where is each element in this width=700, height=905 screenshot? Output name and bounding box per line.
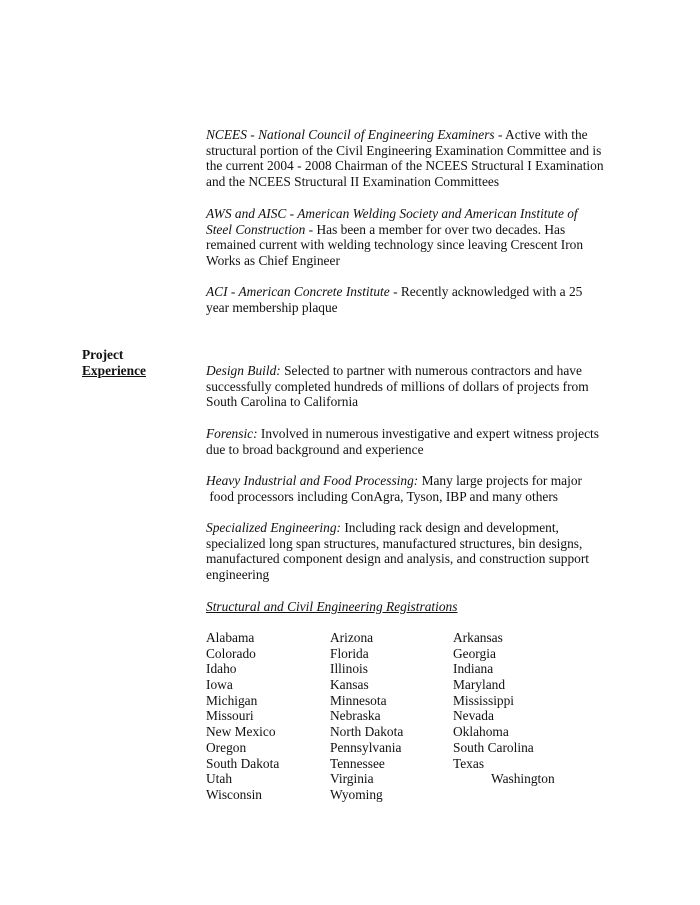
- heading-line1: Project: [82, 347, 124, 362]
- experience-line: South Carolina to California: [206, 394, 359, 410]
- state-name: Arizona: [330, 630, 374, 645]
- experience-design-build: [206, 363, 626, 410]
- org-aws-line: [206, 206, 626, 222]
- org-aci-line: ACI - American Concrete Institute - Recently acknowledged with a 25: [206, 284, 583, 299]
- experience-line: engineering: [206, 567, 270, 583]
- state-name: Maryland: [453, 677, 506, 693]
- state-name: Tennessee: [330, 755, 385, 771]
- state-name: Georgia: [453, 645, 496, 661]
- state-name: Iowa: [206, 677, 233, 693]
- org-name: AWS and AISC - American Welding Society and American Institute of: [206, 206, 578, 221]
- registrations-title: Structural and Civil Engineering Registrations: [206, 599, 458, 614]
- state-name: Wisconsin: [206, 786, 262, 802]
- state-name: Nevada: [453, 708, 494, 724]
- state-name: Alabama: [206, 630, 255, 645]
- org-name: ACI - American Concrete Institute: [206, 284, 390, 299]
- state-name: South Carolina: [453, 739, 534, 755]
- state-name: Texas: [453, 755, 485, 771]
- experience-line: due to broad background and experience: [206, 441, 424, 457]
- org-name-cont: Steel Construction: [206, 221, 306, 237]
- experience-line: Design Build: Selected to partner with numerous contractors and have: [206, 363, 582, 378]
- state-name: Washington: [491, 771, 555, 787]
- state-name: Indiana: [453, 661, 494, 677]
- experience-forensic: [206, 426, 626, 457]
- experience-label: Forensic:: [206, 426, 258, 441]
- experience-line: specialized long span structures, manufactured structures, bin designs,: [206, 535, 583, 551]
- state-name: Wyoming: [330, 786, 383, 802]
- org-aws-line: remained current with welding technology since leaving Crescent Iron: [206, 237, 584, 253]
- experience-line: successfully completed hundreds of millions of dollars of projects from: [206, 378, 589, 394]
- state-name: Missouri: [206, 708, 254, 724]
- state-name: South Dakota: [206, 755, 280, 771]
- state-name: Illinois: [330, 661, 368, 677]
- state-name: North Dakota: [330, 724, 404, 740]
- state-name: New Mexico: [206, 724, 276, 740]
- org-aws-line: Works as Chief Engineer: [206, 253, 340, 269]
- experience-line: Specialized Engineering: Including rack design and development,: [206, 520, 559, 535]
- experience-line: manufactured component design and analysis, and construction support: [206, 551, 590, 567]
- org-name: NCEES - National Council of Engineering Examiners: [206, 127, 495, 142]
- state-name: Idaho: [206, 661, 237, 677]
- experience-line: Heavy Industrial and Food Processing: Many large projects for major: [206, 473, 582, 488]
- org-aws-line: Steel Construction - Has been a member for over two decades. Has: [206, 221, 566, 237]
- state-name: Oregon: [206, 739, 247, 755]
- heading-line2: Experience: [82, 362, 146, 378]
- state-name: Florida: [330, 645, 369, 661]
- state-name: Michigan: [206, 692, 258, 708]
- org-aws-aisc: [206, 206, 626, 269]
- experience-line: Forensic: Involved in numerous investigative and expert witness projects: [206, 426, 599, 441]
- state-name: Pennsylvania: [330, 739, 402, 755]
- state-name: Virginia: [330, 771, 374, 787]
- org-aci-line: year membership plaque: [206, 299, 338, 315]
- org-ncees: [206, 127, 626, 190]
- state-name: Colorado: [206, 645, 256, 661]
- org-ncees-line: NCEES - National Council of Engineering Examiners - Active with the: [206, 127, 588, 142]
- state-name: Mississippi: [453, 692, 515, 708]
- org-aci: [206, 284, 626, 315]
- experience-specialized-engineering: [206, 520, 626, 583]
- org-ncees-line: structural portion of the Civil Engineering Examination Committee and is: [206, 142, 602, 158]
- state-name: Arkansas: [453, 630, 503, 645]
- state-name: Nebraska: [330, 708, 381, 724]
- state-name: Oklahoma: [453, 724, 509, 740]
- experience-label: Heavy Industrial and Food Processing:: [206, 473, 419, 488]
- experience-heavy-industrial: [206, 473, 626, 504]
- state-name: Minnesota: [330, 692, 387, 708]
- experience-label: Specialized Engineering:: [206, 520, 341, 535]
- section-heading-project-experience: [82, 347, 146, 378]
- experience-label: Design Build:: [206, 363, 281, 378]
- state-name: Kansas: [330, 677, 369, 693]
- org-ncees-line: the current 2004 - 2008 Chairman of the NCEES Structural I Examination: [206, 158, 604, 174]
- state-name: Utah: [206, 771, 233, 787]
- org-ncees-line: and the NCEES Structural II Examination Committees: [206, 174, 500, 190]
- experience-line: food processors including ConAgra, Tyson, IBP and many others: [206, 488, 559, 504]
